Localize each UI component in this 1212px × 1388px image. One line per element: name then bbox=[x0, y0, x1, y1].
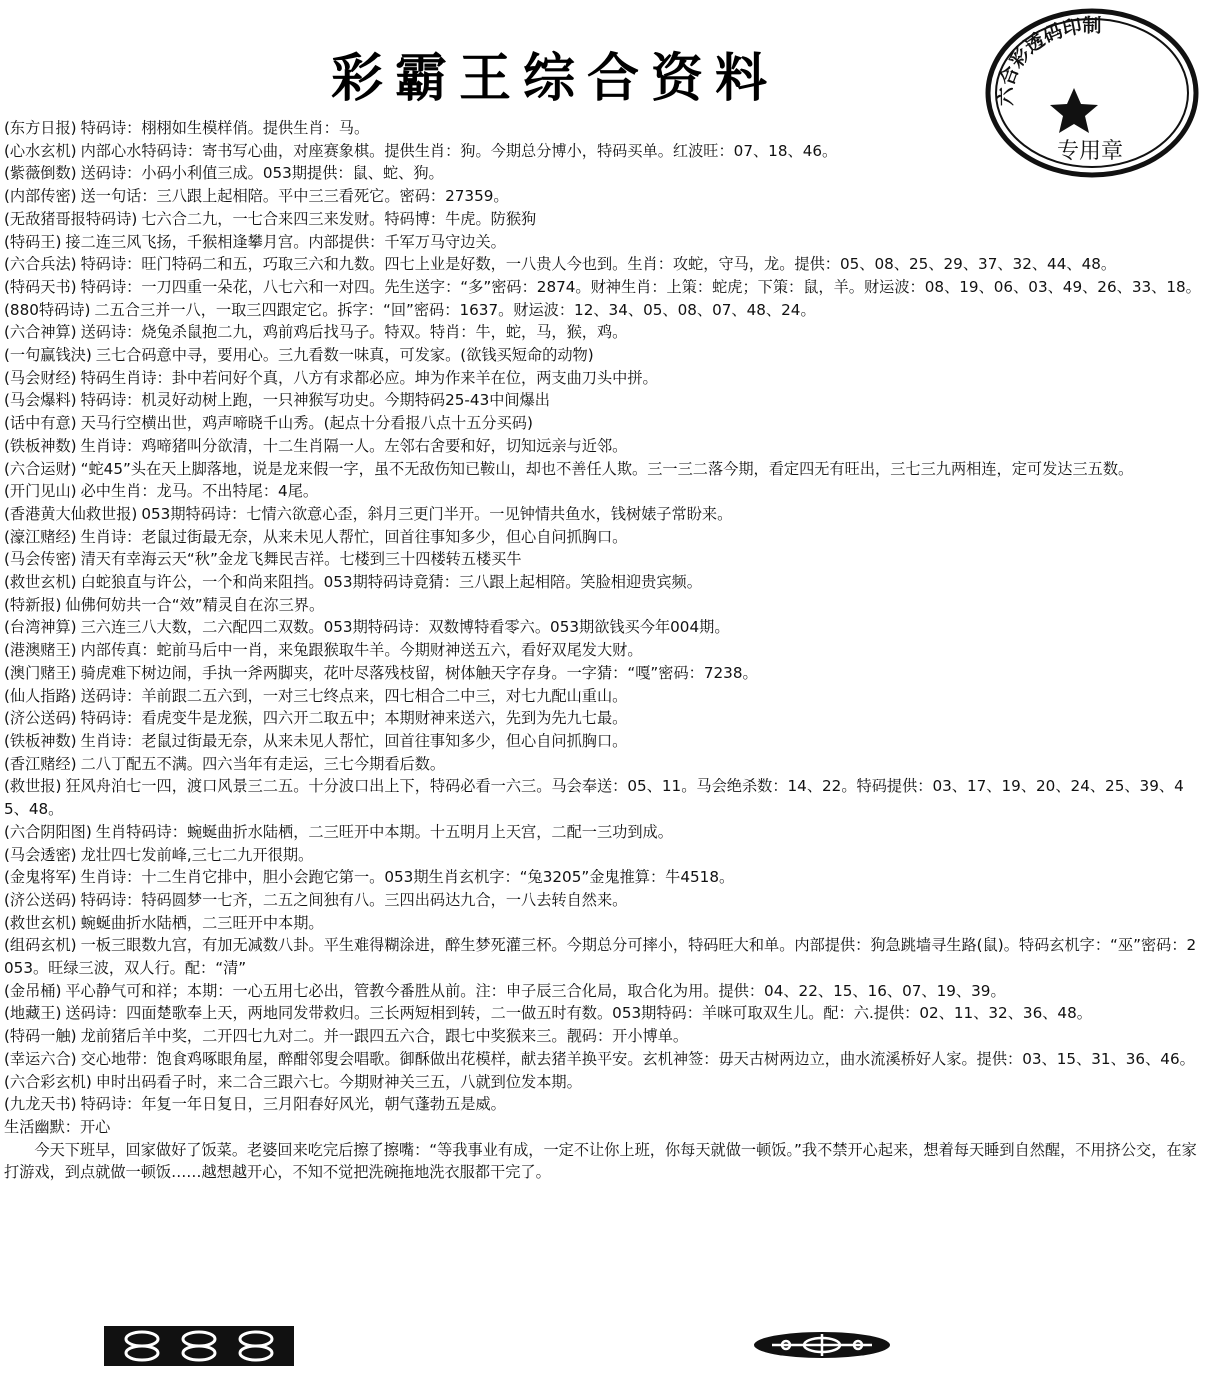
entry-text: 特码诗：一刀四重一朵花，八七六和一对四。先生送字：“多”密码：2874。财神生肖：上策：蛇虎；下策：鼠，羊。财运波：08、19、06、03、49、26、33、18。 bbox=[80, 277, 1201, 296]
entry-tag: (地藏王) bbox=[4, 1004, 62, 1023]
entry-tag: (济公送码) bbox=[4, 709, 77, 728]
entry-text: 一板三眼数九宫，有加无减数八卦。平生难得糊涂进，醉生梦死灌三杯。今期总分可摔小，特码旺大和单。内部提供：狗急跳墙寻生路(鼠)。特码玄机字：“巫”密码：2053。旺绿三波，双人行。配：“清” bbox=[4, 936, 1197, 978]
entry-text: 七六合二九，一七合来四三来发财。特码博：牛虎。防猴狗 bbox=[141, 209, 537, 228]
entry-tag: (马会爆料) bbox=[4, 391, 77, 410]
entry-tag: (组码玄机) bbox=[4, 936, 77, 955]
entry-tag: (特码一触) bbox=[4, 1027, 77, 1046]
entry-text: 蜿蜒曲折水陆栖，二三旺开中本期。 bbox=[80, 913, 324, 932]
entry-text: 天马行空横出世，鸡声啼晓千山秀。(起点十分看报八点十五分买码) bbox=[80, 414, 533, 433]
entry-liuhe-bingfa bbox=[4, 253, 1204, 276]
entry-yiju-yingqian bbox=[4, 344, 1204, 367]
entry-tag: (澳门赌王) bbox=[4, 663, 77, 682]
entry-tag: (紫薇倒数) bbox=[4, 164, 77, 183]
entry-huangdaxian-jiushibao bbox=[4, 503, 1204, 526]
entry-tag: (无敌猪哥报特码诗) bbox=[4, 209, 138, 228]
entry-text: 特码诗：看虎变牛是龙猴，四六开二取五中；本期财神来送六，先到为先九七最。 bbox=[80, 709, 628, 728]
entry-tag: (金鬼将军) bbox=[4, 868, 77, 887]
entry-tag: (特码天书) bbox=[4, 277, 77, 296]
entry-text: 送码诗：羊前跟二五六到，一对三七终点来，四七相合二中三，对七九配山重山。 bbox=[80, 686, 628, 705]
entry-jiushibao bbox=[4, 775, 1204, 820]
entry-880-tema bbox=[4, 299, 1204, 322]
entry-tag: (救世玄机) bbox=[4, 913, 77, 932]
entry-text: 三六连三八大数，二六配四二双数。053期特码诗：双数博特看零六。053期欲钱买今年004期。 bbox=[80, 618, 730, 637]
entry-text: 白蛇狼直与许公，一个和尚来阻挡。053期特码诗竟猜：三八跟上起相陪。笑脸相迎贵宾频。 bbox=[80, 573, 702, 592]
entry-haojiang-dujing bbox=[4, 526, 1204, 549]
entry-text: 053期特码诗：七情六欲意心歪，斜月三更门半开。一见钟情共鱼水，钱树婊子常盼来。 bbox=[141, 504, 733, 523]
entry-tag: (六合神算) bbox=[4, 323, 77, 342]
entry-tag: (话中有意) bbox=[4, 414, 77, 433]
entry-tag: (铁板神数) bbox=[4, 731, 77, 750]
entry-tag: (仙人指路) bbox=[4, 686, 77, 705]
entry-jin-diaotong bbox=[4, 980, 1204, 1003]
entry-text: 生肖诗：十二生肖它排中，胆小会跑它第一。053期生肖玄机字：“兔3205”金鬼推算：牛4518。 bbox=[80, 868, 735, 887]
seal-ring-text: 六合彩透码印制 bbox=[994, 14, 1102, 107]
entry-liuhe-shensuan bbox=[4, 321, 1204, 344]
entry-tag: (香港黄大仙救世报) bbox=[4, 504, 138, 523]
entry-tag: (马会透密) bbox=[4, 845, 77, 864]
entry-tag: (濠江赌经) bbox=[4, 527, 77, 546]
entry-text: 特码诗：特码圆梦一七齐，二五之间独有八。三四出码达九合，一八去转自然来。 bbox=[80, 890, 628, 909]
entry-text: 特码诗：栩栩如生模样俏。提供生肖：马。 bbox=[80, 119, 370, 137]
entry-dizang-wang bbox=[4, 1002, 1204, 1025]
entry-text: 申时出码看子时，来二合三跟六七。今期财神关三五，八就到位发本期。 bbox=[95, 1072, 582, 1091]
content-area bbox=[4, 117, 1204, 1184]
entry-jingui-jiangjun bbox=[4, 866, 1204, 889]
entry-liuhecai-xuanji bbox=[4, 1071, 1204, 1094]
entry-tieban-shenshu-2 bbox=[4, 730, 1204, 753]
entry-tag: (香江赌经) bbox=[4, 754, 77, 773]
entry-aomen-duwang bbox=[4, 662, 1204, 685]
entry-text: 生肖诗：老鼠过街最无奈，从来未见人帮忙，回首往事知多少，但心自问抓胸口。 bbox=[80, 527, 628, 546]
entry-text: 特码诗：年复一年日复日，三月阳春好风光，朝气蓬勃五是威。 bbox=[80, 1095, 506, 1114]
entry-tag: (台湾神算) bbox=[4, 618, 77, 637]
entry-tag: (880特码诗) bbox=[4, 300, 91, 319]
entry-wudi-zhuge bbox=[4, 208, 979, 231]
entry-jigong-songma-2 bbox=[4, 889, 1204, 912]
entry-tag: (内部传密) bbox=[4, 187, 77, 206]
entry-text: 狂风舟泊七一四，渡口风景三二五。十分波口出上下，特码必看一六三。马会奉送：05、11。马会绝杀数：14、22。特码提供：03、17、19、20、24、25、39、45、48。 bbox=[4, 777, 1184, 819]
entry-mahui-toumi bbox=[4, 844, 1204, 867]
entry-tag: (开门见山) bbox=[4, 482, 77, 501]
entry-tag: (九龙天书) bbox=[4, 1095, 77, 1114]
entry-text: “蛇45”头在天上脚落地，说是龙来假一字，虽不无敌伤知已鞍山，却也不善任人欺。三一三二落今期，看定四无有旺出，三七三九两相连，定可发达三五数。 bbox=[80, 459, 1134, 478]
entry-liuhe-yinyangtu bbox=[4, 821, 1204, 844]
entry-text: 送一句话：三八跟上起相陪。平中三三看死它。密码：27359。 bbox=[80, 187, 509, 206]
entry-text: 特码生肖诗：卦中若问好个真，八方有求都必应。坤为作来羊在位，两支曲刀头中拼。 bbox=[80, 368, 658, 387]
entry-tag: (金吊桶) bbox=[4, 981, 62, 1000]
entry-text: 骑虎难下树边闹，手执一斧两脚夹，花叶尽落残枝留，树体触天字存身。一字猜：“嘎”密码：7238。 bbox=[80, 663, 758, 682]
entry-text: 内部心水特码诗：寄书写心曲，对座赛象棋。提供生肖：狗。今期总分博小，特码买单。红波旺：07、18、46。 bbox=[80, 141, 838, 160]
entry-tema-yichu bbox=[4, 1025, 1204, 1048]
entry-kaimen-jianshan bbox=[4, 480, 1204, 503]
seal-center-text: 专用章 bbox=[1056, 139, 1124, 164]
entry-mahui-baoliao bbox=[4, 389, 1204, 412]
entry-text: 送码诗：烧兔杀鼠抱二九，鸡前鸡后找马子。特双。特肖：牛，蛇，马，猴，鸡。 bbox=[80, 323, 628, 342]
entry-text: 生肖诗：鸡啼猪叫分欲清，十二生肖隔一人。左邻右舍要和好，切知远亲与近邻。 bbox=[80, 436, 628, 455]
entry-text: 二五合三并一八，一取三四跟定它。拆字：“回”密码：1637。财运波：12、34、05、08、07、48、24。 bbox=[94, 300, 816, 319]
entry-tieban-shenshu bbox=[4, 435, 1204, 458]
entry-text: 送码诗：小码小利值三成。053期提供：鼠、蛇、狗。 bbox=[80, 164, 444, 183]
entry-text: 清天有幸海云天“秋”金龙飞舞民吉祥。七楼到三十四楼转五楼买牛 bbox=[80, 550, 522, 569]
svg-text:六合彩透码印制 bbox=[995, 14, 1102, 106]
entry-liuhe-yuncai bbox=[4, 458, 1204, 481]
entry-text: 送码诗：四面楚歌奉上天，两地同发带救归。三长两短相到转，二一做五时有数。053期特码：羊咪可取双生儿。配：六.提供：02、11、32、36、48。 bbox=[65, 1004, 1092, 1023]
footer-ornament-left bbox=[104, 1326, 294, 1366]
entry-tag: (济公送码) bbox=[4, 890, 77, 909]
entry-ziwei-daoshu bbox=[4, 162, 979, 185]
entry-text: 特码诗：旺门特码二和五，巧取三六和九数。四七上业是好数，一八贵人今也到。生肖：攻蛇，守马，龙。提供：05、08、25、29、37、32、44、48。 bbox=[80, 255, 1117, 274]
entry-tag: (幸运六合) bbox=[4, 1049, 77, 1068]
entry-text: 特码诗：机灵好动树上跑，一只神猴写功史。今期特码25-43中间爆出 bbox=[80, 391, 550, 410]
entry-taiwan-shensuan bbox=[4, 616, 1204, 639]
entry-tag: (救世报) bbox=[4, 777, 62, 796]
entry-gangao-duwang bbox=[4, 639, 1204, 662]
entry-tag: (港澳赌王) bbox=[4, 641, 77, 660]
entry-dongfang-ribao bbox=[4, 117, 979, 140]
story-body: 今天下班早，回家做好了饭菜。老婆回来吃完后擦了擦嘴：“等我事业有成，一定不让你上班，你每天就做一顿饭。”我不禁开心起来，想着每天睡到自然醒，不用挤公交，在家打游戏，到点就做一顿饭……越想越开心，不知不觉把洗碗拖地洗衣服都干完了。 bbox=[4, 1140, 1197, 1182]
entry-tag: (东方日报) bbox=[4, 119, 77, 137]
entry-text: 龙前猪后羊中奖，二开四七九对二。并一跟四五六合，跟七中奖猴来三。靓码：开小博单。 bbox=[80, 1027, 689, 1046]
entry-huazhong-youyi bbox=[4, 412, 1204, 435]
entry-xiangjiang-dujing bbox=[4, 753, 1204, 776]
entry-jigong-songma bbox=[4, 707, 1204, 730]
entry-tag: (六合彩玄机) bbox=[4, 1072, 92, 1091]
entry-text: 仙佛何妨共一合“效”精灵自在沵三界。 bbox=[65, 595, 325, 614]
entry-text: 平心静气可和祥；本期：一心五用七必出，管教今番胜从前。注：申子辰三合化局，取合化为用。提供：04、22、15、16、07、19、39。 bbox=[65, 981, 1006, 1000]
entry-tag: (救世玄机) bbox=[4, 573, 77, 592]
entry-tag: (六合运财) bbox=[4, 459, 77, 478]
entry-tag: (铁板神数) bbox=[4, 436, 77, 455]
entry-text: 交心地带：饱食鸡啄眼角屋，醉酣邻叟会唱歌。御酥做出花模样，献去猪羊换平安。玄机神签：毋天古树两边立，曲水流溪桥好人家。提供：03、15、31、36、46。 bbox=[80, 1049, 1195, 1068]
entry-texinbao bbox=[4, 594, 1204, 617]
entry-tag: (六合兵法) bbox=[4, 255, 77, 274]
footer-ornament-right bbox=[752, 1330, 892, 1360]
entry-text: 三七合码意中寻，要用心。三九看数一味真，可发家。(欲钱买短命的动物) bbox=[95, 346, 594, 365]
entry-xinshui-xuanji bbox=[4, 140, 979, 163]
entry-xingyun-liuhe bbox=[4, 1048, 1204, 1071]
entry-text: 接二连三风飞扬，千猴相逢攀月宫。内部提供：千军万马守边关。 bbox=[65, 232, 506, 251]
entry-neibu-chuanmi bbox=[4, 185, 979, 208]
entry-mahui-chuanmi bbox=[4, 548, 1204, 571]
entry-tema-tianshu bbox=[4, 276, 1204, 299]
entry-tag: (特新报) bbox=[4, 595, 62, 614]
entry-text: 生肖诗：老鼠过街最无奈，从来未见人帮忙，回首往事知多少，但心自问抓胸口。 bbox=[80, 731, 628, 750]
entry-text: 内部传真：蛇前马后中一肖，来兔跟猴取牛羊。今期财神送五六，看好双尾发大财。 bbox=[80, 641, 643, 660]
entry-mahui-caijing bbox=[4, 367, 1204, 390]
entry-tag: (马会传密) bbox=[4, 550, 77, 569]
entry-tag: (心水玄机) bbox=[4, 141, 77, 160]
entry-xianren-zhilu bbox=[4, 685, 1204, 708]
entry-text: 必中生肖：龙马。不出特尾：4尾。 bbox=[80, 482, 319, 501]
entry-text: 生肖特码诗：蜿蜒曲折水陆栖，二三旺开中本期。十五明月上天宫，二配一三功到成。 bbox=[95, 822, 673, 841]
story-title: 生活幽默：开心 bbox=[4, 1117, 111, 1136]
entry-jiulong-tianshu bbox=[4, 1093, 1204, 1116]
entry-zuma-xuanji bbox=[4, 934, 1204, 979]
entry-tema-wang bbox=[4, 231, 979, 254]
entry-tag: (马会财经) bbox=[4, 368, 77, 387]
entry-text: 龙壮四七发前峰,三七二九开很期。 bbox=[80, 845, 314, 864]
entry-jiushi-xuanji-2 bbox=[4, 912, 1204, 935]
entry-jiushi-xuanji bbox=[4, 571, 1204, 594]
entry-tag: (一句赢钱決) bbox=[4, 346, 92, 365]
entry-tag: (六合阴阳图) bbox=[4, 822, 92, 841]
entry-tag: (特码王) bbox=[4, 232, 62, 251]
page-title: 彩霸王综合资料 bbox=[330, 48, 779, 109]
entry-text: 二八丁配五不满。四六当年有走运，三七今期看后数。 bbox=[80, 754, 446, 773]
